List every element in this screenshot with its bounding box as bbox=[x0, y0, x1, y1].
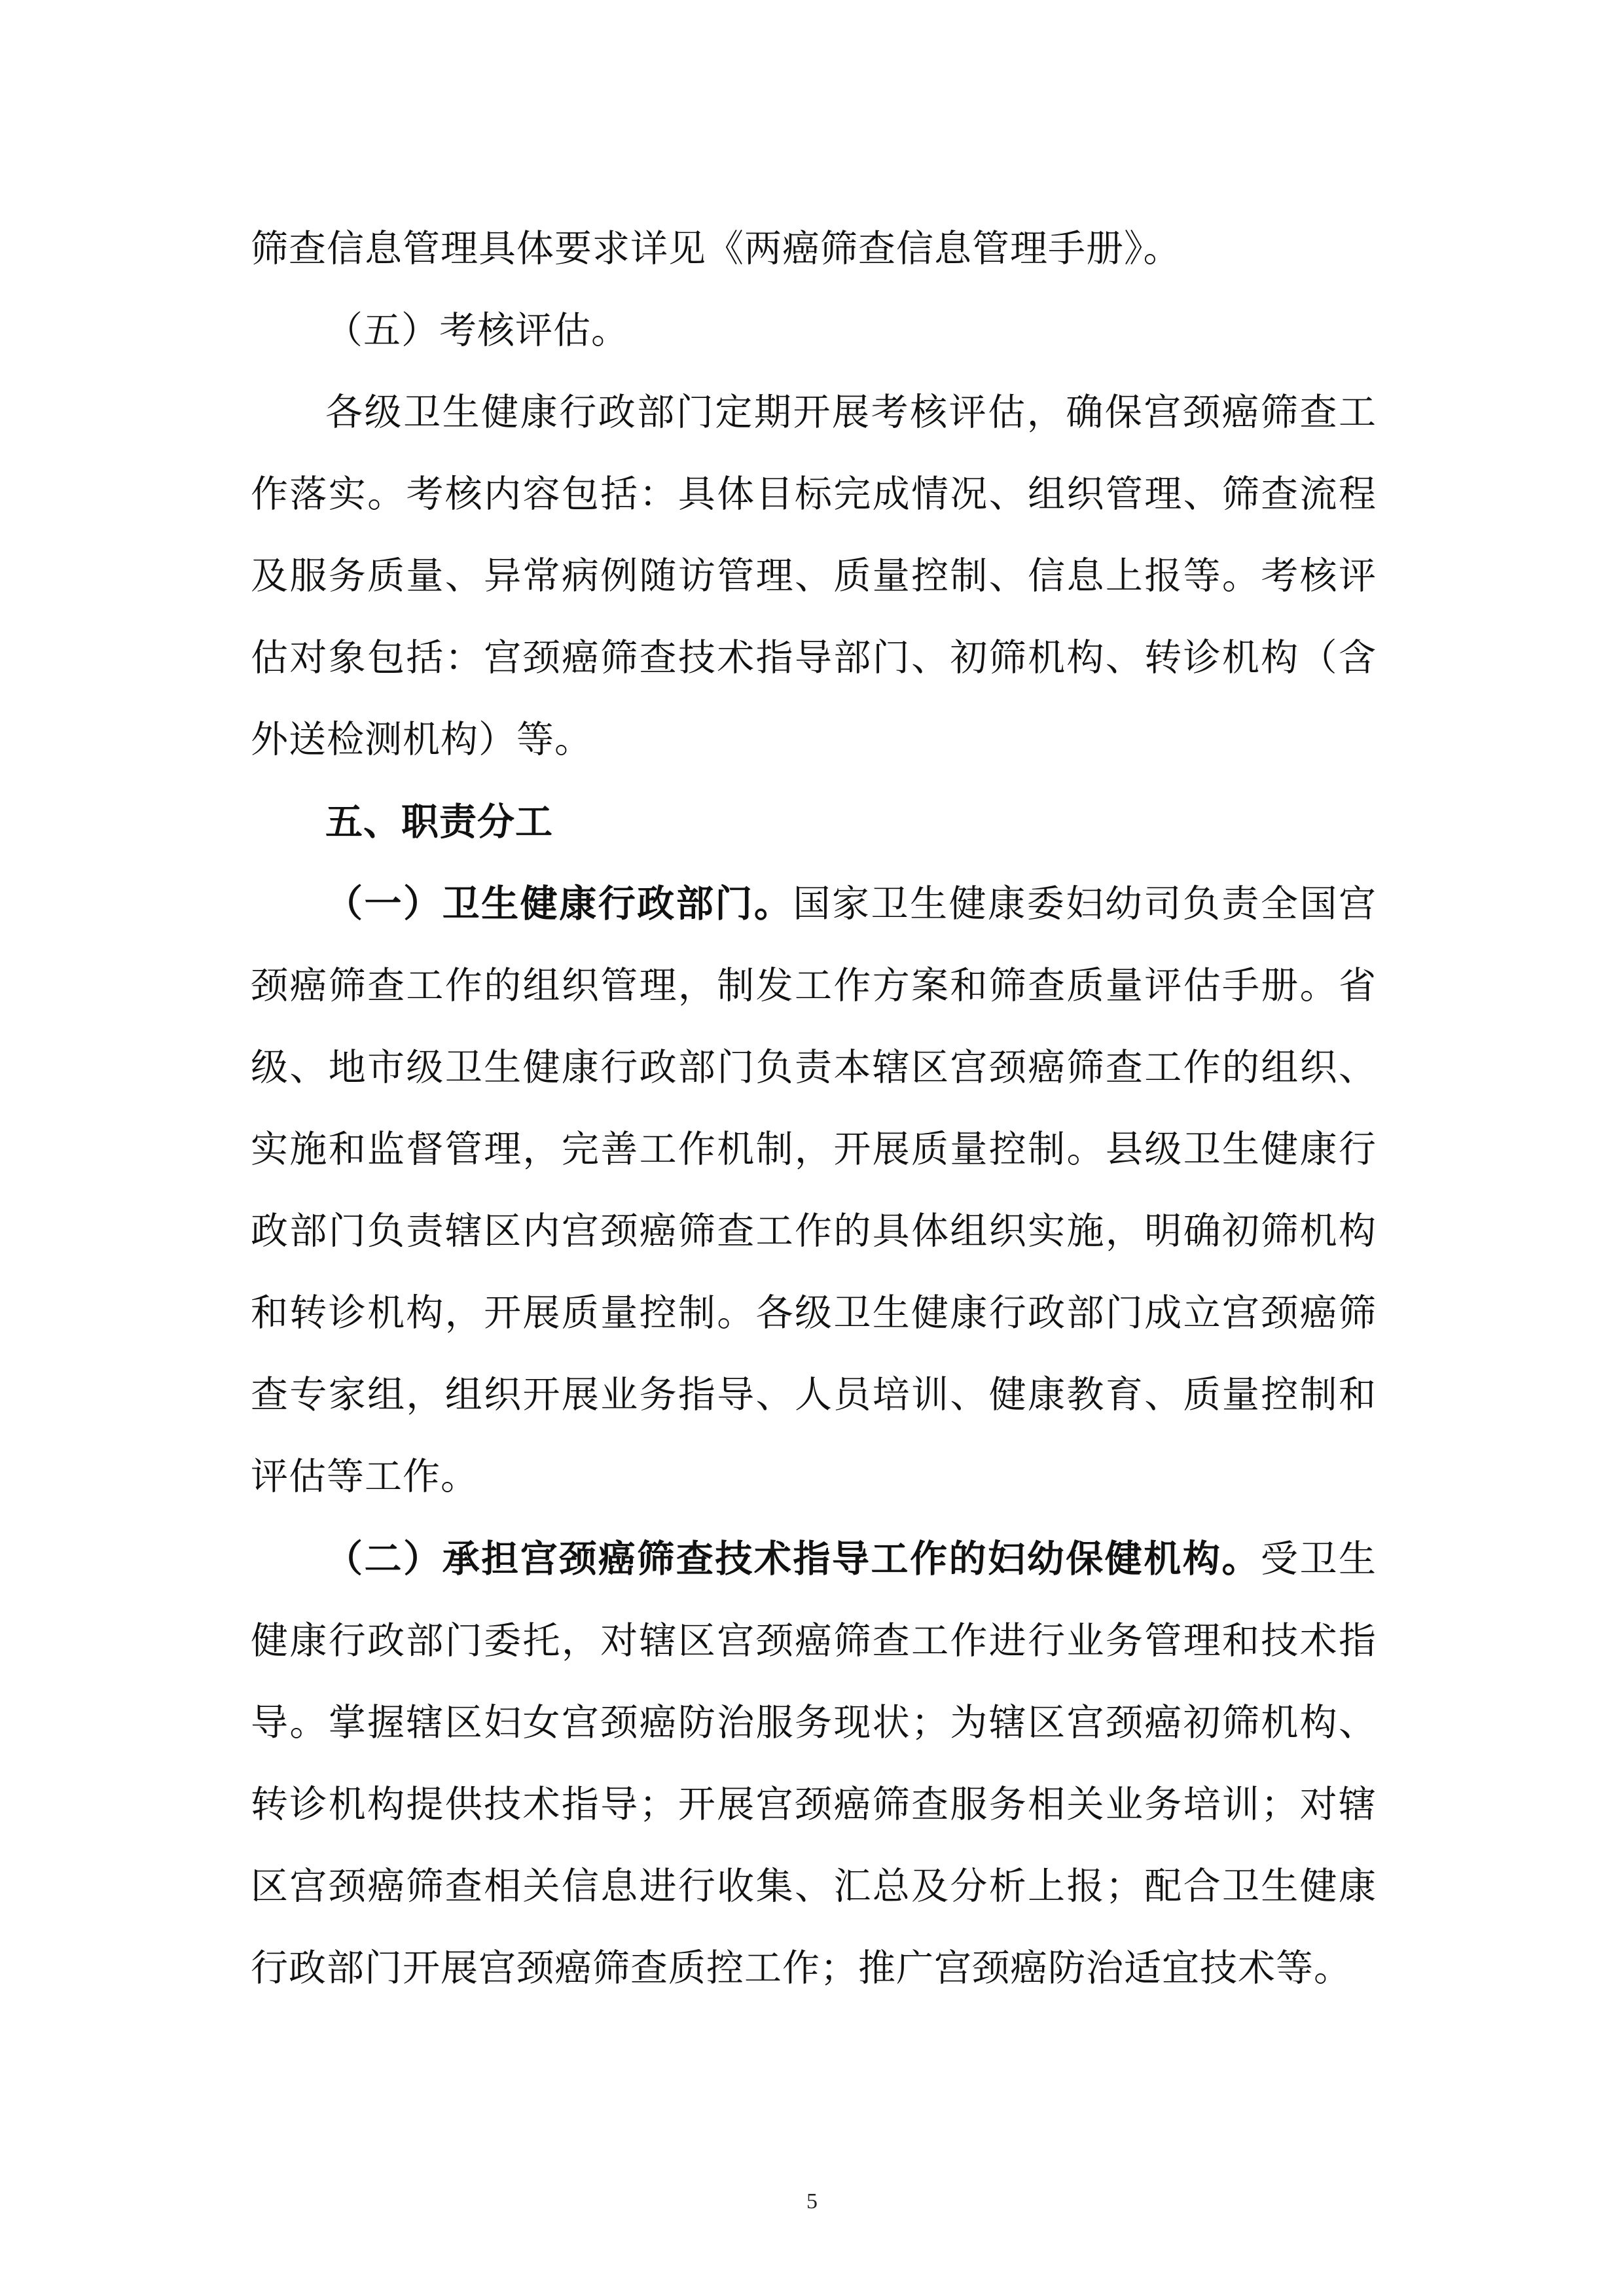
heading-text: 五、职责分工 bbox=[325, 800, 553, 844]
section-heading-assessment bbox=[251, 290, 1377, 372]
paragraph-text: 各级卫生健康行政部门定期开展考核评估，确保宫颈癌筛查工作落实。考核内容包括：具体目标完成情况、组织管理、筛查流程及服务质量、异常病例随访管理、质量控制、信息上报等。考核评估对象包括：宫颈癌筛查技术指导部门、初筛机构、转诊机构（含外送检测机构）等。 bbox=[251, 391, 1377, 761]
paragraph-info-management bbox=[251, 208, 1377, 290]
paragraph-lead-heading: （一）卫生健康行政部门。 bbox=[325, 882, 793, 925]
paragraph-assessment bbox=[251, 372, 1377, 781]
paragraph-text: 国家卫生健康委妇幼司负责全国宫颈癌筛查工作的组织管理，制发工作方案和筛查质量评估手册。省级、地市级卫生健康行政部门负责本辖区宫颈癌筛查工作的组织、实施和监督管理，完善工作机制，开展质量控制。县级卫生健康行政部门负责辖区内宫颈癌筛查工作的具体组织实施，明确初筛机构和转诊机构，开展质量控制。各级卫生健康行政部门成立宫颈癌筛查专家组，组织开展业务指导、人员培训、健康教育、质量控制和评估等工作。 bbox=[251, 882, 1377, 1498]
paragraph-text: 受卫生健康行政部门委托，对辖区宫颈癌筛查工作进行业务管理和技术指导。掌握辖区妇女宫颈癌防治服务现状；为辖区宫颈癌初筛机构、转诊机构提供技术指导；开展宫颈癌筛查服务相关业务培训；对辖区宫颈癌筛查相关信息进行收集、汇总及分析上报；配合卫生健康行政部门开展宫颈癌筛查质控工作；推广宫颈癌防治适宜技术等。 bbox=[251, 1537, 1377, 1990]
paragraph-lead-heading: （二）承担宫颈癌筛查技术指导工作的妇幼保健机构。 bbox=[325, 1537, 1261, 1581]
paragraph-text: 筛查信息管理具体要求详见《两癌筛查信息管理手册》。 bbox=[251, 227, 1182, 270]
paragraph-health-admin bbox=[251, 863, 1377, 1518]
section-heading-responsibilities bbox=[251, 781, 1377, 863]
document-body bbox=[251, 208, 1377, 2009]
heading-text: （五）考核评估。 bbox=[325, 309, 629, 352]
paragraph-maternal-child-institutions bbox=[251, 1518, 1377, 2009]
page-number: 5 bbox=[806, 2189, 818, 2214]
